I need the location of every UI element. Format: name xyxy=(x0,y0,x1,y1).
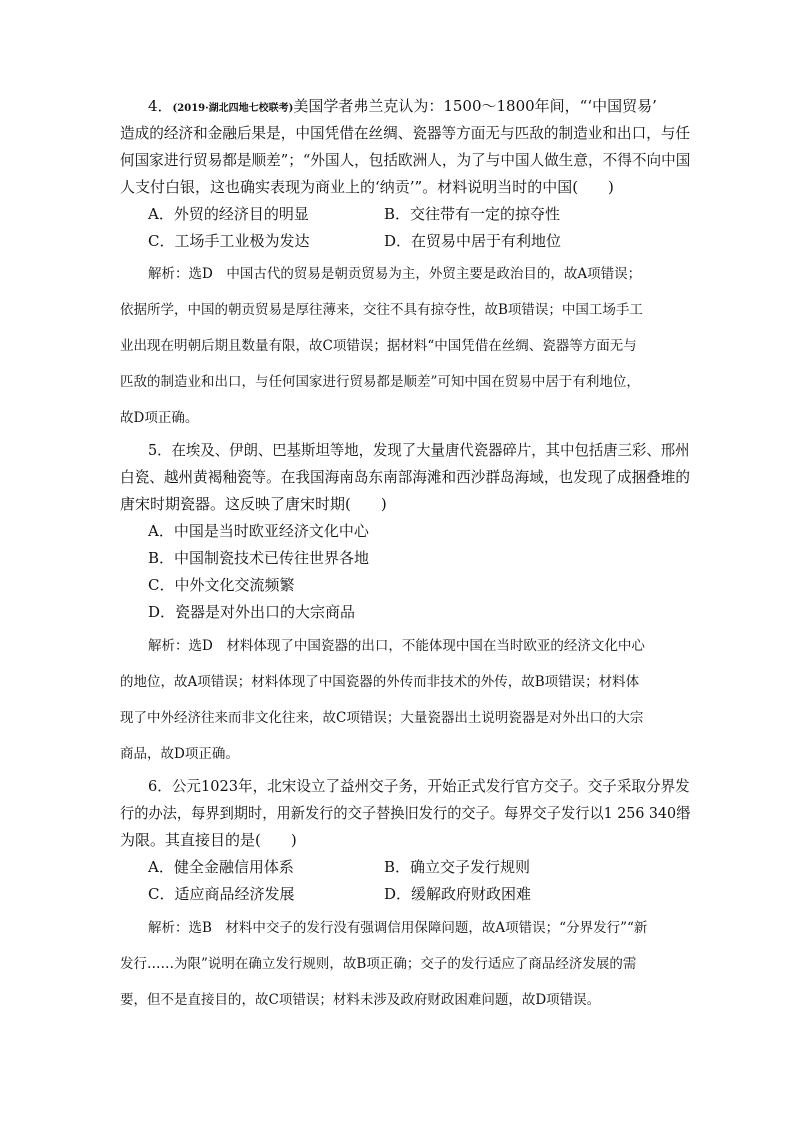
question-5-option-d: D．瓷器是对外出口的大宗商品 xyxy=(148,603,356,621)
question-5-line-3: 唐宋时期瓷器。这反映了唐宋时期( ) xyxy=(120,495,387,513)
question-4-line-4: 人支付白银，这也确实表现为商业上的‘纳贡’”。材料说明当时的中国( ) xyxy=(120,178,614,196)
question-6-option-d: D．缓解政府财政困难 xyxy=(384,885,532,903)
question-5-line-2: 白瓷、越州黄褐釉瓷等。在我国海南岛东南部海滩和西沙群岛海域，也发现了成捆叠堆的 xyxy=(120,468,691,486)
analysis-5-line-3: 现了中外经济往来而非文化往来，故C项错误；大量瓷器出土说明瓷器是对外出口的大宗 xyxy=(120,710,644,726)
analysis-4-line-3: 业出现在明朝后期且数量有限，故C项错误；据材料“中国凭借在丝绸、瓷器等方面无与 xyxy=(120,338,637,354)
analysis-6-line-1: 解析：选B 材料中交子的发行没有强调信用保障问题，故A项错误；“分界发行”“新 xyxy=(148,920,648,936)
question-6-line-3: 为限。其直接目的是( ) xyxy=(120,831,297,849)
question-6-option-c: C．适应商品经济发展 xyxy=(148,885,295,903)
question-4-line-2: 造成的经济和金融后果是，中国凭借在丝绸、瓷器等方面无与匹敌的制造业和出口，与任 xyxy=(120,124,691,142)
question-6-option-a: A．健全金融信用体系 xyxy=(148,858,294,876)
question-6-option-b: B．确立交子发行规则 xyxy=(384,858,531,876)
question-6-line-1: 6．公元1023年，北宋设立了益州交子务，开始正式发行官方交子。交子采取分界发 xyxy=(148,777,690,795)
question-4-option-a: A．外贸的经济目的明显 xyxy=(148,205,309,223)
question-4-source: (2019·湖北四地七校联考) xyxy=(172,103,294,114)
question-5-line-1: 5．在埃及、伊朗、巴基斯坦等地，发现了大量唐代瓷器碎片，其中包括唐三彩、邢州 xyxy=(148,441,690,459)
analysis-4-line-5: 故D项正确。 xyxy=(120,410,199,426)
question-4-line-3: 何国家进行贸易都是顺差”；“外国人，包括欧洲人，为了与中国人做生意，不得不向中国 xyxy=(120,151,691,169)
analysis-4-line-2: 依据所学，中国的朝贡贸易是厚往薄来，交往不具有掠夺性，故B项错误；中国工场手工 xyxy=(120,302,643,318)
question-5-option-b: B．中国制瓷技术已传往世界各地 xyxy=(148,549,370,567)
question-6-line-2: 行的办法，每界到期时，用新发行的交子替换旧发行的交子。每界交子发行以1 256 340缗 xyxy=(120,804,691,822)
question-4-option-c: C．工场手工业极为发达 xyxy=(148,232,310,250)
question-4-option-d: D．在贸易中居于有利地位 xyxy=(384,232,562,250)
analysis-4-line-4: 匹敌的制造业和出口，与任何国家进行贸易都是顺差”可知中国在贸易中居于有利地位， xyxy=(120,374,640,390)
question-4-line-1: 4．(2019·湖北四地七校联考)美国学者弗兰克认为：1500～1800年间，“‘中国贸易’ xyxy=(148,97,657,115)
question-5-option-a: A．中国是当时欧亚经济文化中心 xyxy=(148,522,369,540)
analysis-6-line-2: 发行……为限”说明在确立发行规则，故B项正确；交子的发行适应了商品经济发展的需 xyxy=(120,956,637,972)
analysis-5-line-1: 解析：选D 材料体现了中国瓷器的出口，不能体现中国在当时欧亚的经济文化中心 xyxy=(148,638,645,654)
analysis-4-line-1: 解析：选D 中国古代的贸易是朝贡贸易为主，外贸主要是政治目的，故A项错误； xyxy=(148,266,642,282)
analysis-6-line-3: 要，但不是直接目的，故C项错误；材料未涉及政府财政困难问题，故D项错误。 xyxy=(120,992,601,1008)
question-4-option-b: B．交往带有一定的掠夺性 xyxy=(384,205,561,223)
question-5-option-c: C．中外文化交流频繁 xyxy=(148,576,295,594)
analysis-5-line-2: 的地位，故A项错误；材料体现了中国瓷器的外传而非技术的外传，故B项错误；材料体 xyxy=(120,674,640,690)
analysis-5-line-4: 商品，故D项正确。 xyxy=(120,746,239,762)
